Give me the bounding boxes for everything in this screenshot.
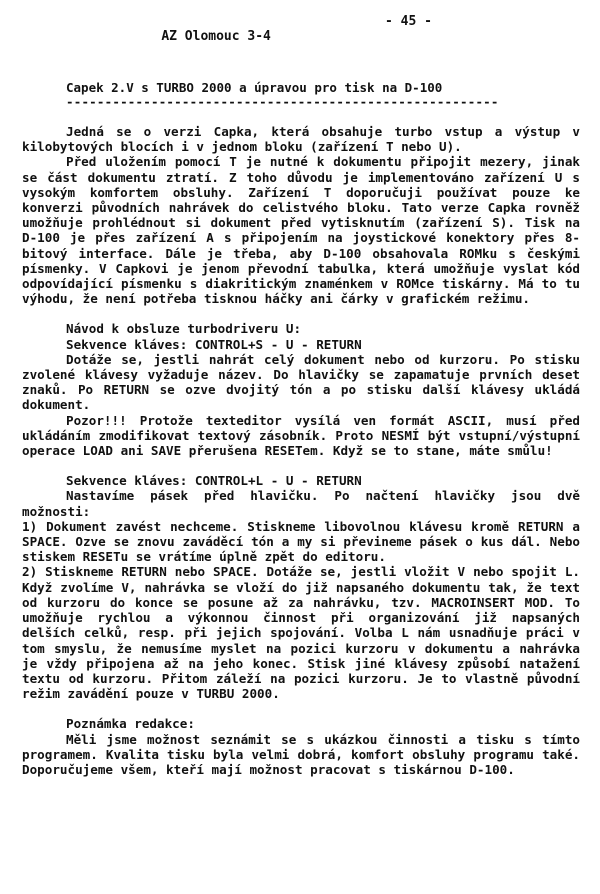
header-source: AZ Olomouc 3-4 — [161, 29, 271, 44]
option-two: 2) Stiskneme RETURN nebo SPACE. Dotáže se, jestli vložit V nebo spojit L. Když zvolíme V, nahrávka se vloží do již napsaného dokumentu tak, že text od kurzoru do konce se posune až za nahrávku, tzv. MACROINSERT MOD. To umožňuje rychlou a výkonnou činnost při organizování již napsaných delších celků, resp. při jejich spojování. Volba L nám usnadňuje práci v tom smyslu, že nemusíme myslet na pozici kurzoru v dokumentu a nahrávka je vždy připojena až na jeho konec. Stisk jiné klávesy způsobí natažení textu od kurzoru. Přitom záleží na pozici kurzoru. Je to vlastně původní režim zavádění pouze v TURBU 2000. — [22, 564, 580, 702]
paragraph-load-steps: Nastavíme pásek před hlavičku. Po načtení hlavičky jsou dvě možnosti: — [22, 488, 580, 519]
title-underline: -------------------------------------------------------- — [66, 94, 499, 109]
option-one: 1) Dokument zavést nechceme. Stiskneme libovolnou klávesu kromě RETURN a SPACE. Ozve se znovu zaváděcí tón a my si převineme pásek o kus dál. Nebo stiskem RESETu se vrátíme úplně zpět do editoru. — [22, 518, 580, 565]
page-header — [130, 14, 470, 74]
page-number: - 45 - — [385, 14, 432, 29]
spacer — [22, 306, 580, 321]
key-sequence-save: Sekvence kláves: CONTROL+S - U - RETURN — [66, 336, 362, 352]
instructions-heading: Návod k obsluze turbodriveru U: — [66, 321, 302, 337]
key-sequence-load: Sekvence kláves: CONTROL+L - U - RETURN — [66, 473, 362, 489]
editor-note-heading: Poznámka redakce: — [66, 716, 195, 732]
editor-note: Měli jsme možnost seznámit se s ukázkou činnosti a tisku s tímto programem. Kvalita tisku byla velmi dobrá, komfort obsluhy programu také. Doporučujeme všem, kteří mají možnost pracovat s tiskárnou D-100. — [22, 731, 580, 777]
paragraph-intro: Jedná se o verzi Capka, která obsahuje turbo vstup a výstup v kilobytových blocích i v jednom bloku (zařízení T nebo U). — [22, 124, 580, 155]
article-body — [22, 124, 580, 777]
spacer — [22, 458, 580, 473]
spacer — [22, 701, 580, 716]
article-title: Capek 2.V s TURBO 2000 a úpravou pro tisk na D-100 — [66, 80, 443, 95]
paragraph-warning: Pozor!!! Protože texteditor vysílá ven formát ASCII, musí před ukládáním zmodifikovat textový zásobník. Proto NESMÍ být vstupní/výstupní operace LOAD ani SAVE přerušena RESETem. Když se to stane, máte smůlu! — [22, 412, 580, 459]
paragraph-save-steps: Dotáže se, jestli nahrát celý dokument nebo od kurzoru. Po stisku zvolené klávesy vyžaduje název. Do hlavičky se zapamatuje prvních deset znaků. Po RETURN se ozve dvojitý tón a po stisku další klávesy ukládá dokument. — [22, 351, 580, 413]
paragraph-device-t: Před uložením pomocí T je nutné k dokumentu připojit mezery, jinak se část dokumentu ztratí. Z toho důvodu je implementováno zařízení U s vysokým komfortem obsluhy. Zařízení T doporučuji používat pouze ke konverzi původních nahrávek do celistvého bloku. Tato verze Capka rovněž umožňuje prohlédnout si dokument před vytisknutím (zařízení S). Tisk na D-100 je přes zařízení A s připojením na joystickové konektory přes 8-bitový interface. Dále je třeba, aby D-100 obsahovala ROMku s českými písmenky. V Capkovi je jenom převodní tabulka, která umožňuje vyslat kód odpovídající písmenku s diakritickým znaménkem v ROMce tiskárny. Má to tu výhodu, že není potřeba tisknou háčky ani čárky v grafickém režimu. — [22, 154, 580, 307]
